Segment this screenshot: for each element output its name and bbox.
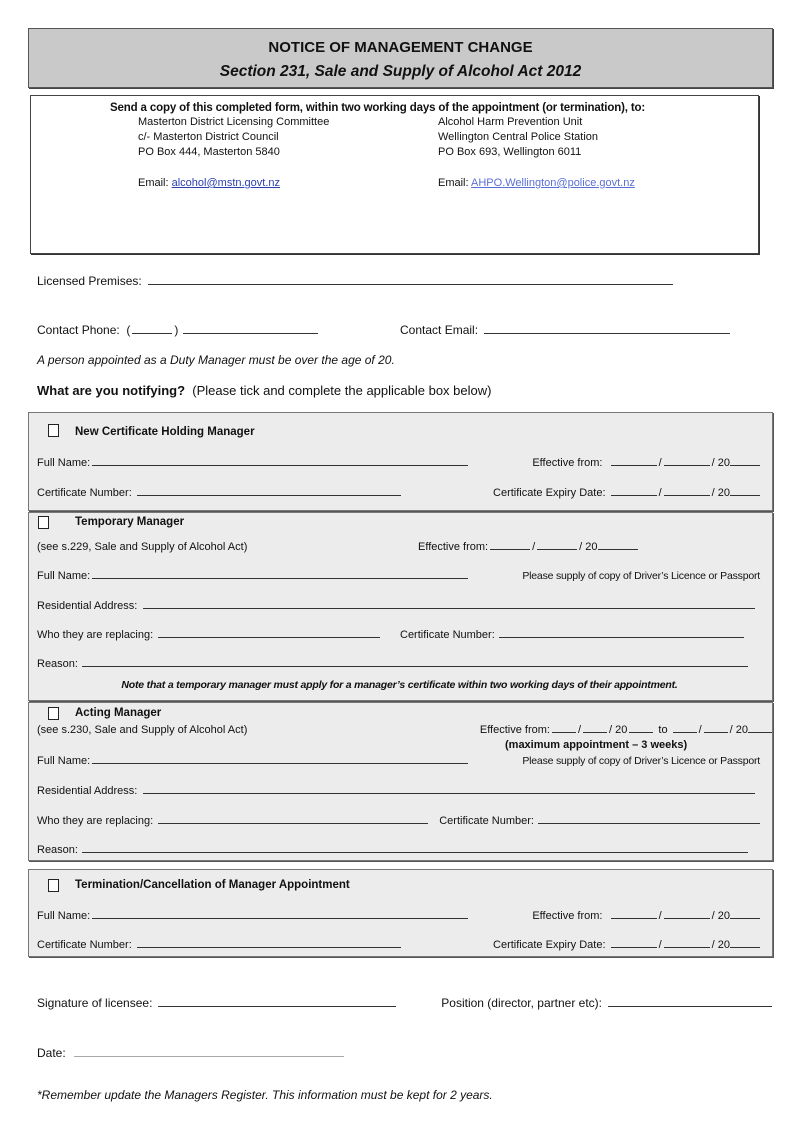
date-sep: / <box>658 457 662 469</box>
certificate-number-field[interactable] <box>137 486 401 496</box>
certificate-number-field[interactable] <box>538 814 760 824</box>
area-code-field[interactable] <box>132 324 172 334</box>
reason-label: Reason: <box>37 844 78 856</box>
year-prefix: / 20 <box>711 939 730 951</box>
full-name-row <box>37 569 470 583</box>
year-field[interactable] <box>629 723 653 733</box>
contact-phone-field[interactable] <box>183 324 318 334</box>
reference: (see s.230, Sale and Supply of Alcohol Act) <box>37 724 248 736</box>
residential-address-label: Residential Address: <box>37 785 138 797</box>
certificate-number-field[interactable] <box>499 628 744 638</box>
licensed-premises-field[interactable] <box>148 275 673 285</box>
date-sep: / <box>658 910 662 922</box>
month-field[interactable] <box>664 486 710 496</box>
email-link-police[interactable]: AHPO.Wellington@police.govt.nz <box>471 177 635 189</box>
full-name-row <box>37 909 470 923</box>
certificate-number-row <box>400 628 746 642</box>
month-field[interactable] <box>704 723 728 733</box>
year-field[interactable] <box>748 723 772 733</box>
effective-from-label: Effective from: <box>532 457 603 469</box>
day-field[interactable] <box>611 486 657 496</box>
section-title: Acting Manager <box>75 707 162 719</box>
signature-row <box>37 995 398 1011</box>
day-field[interactable] <box>552 723 576 733</box>
contact-phone-label: Contact Phone: <box>37 323 120 337</box>
replacing-field[interactable] <box>158 814 428 824</box>
full-name-row <box>37 456 470 470</box>
section-title: Termination/Cancellation of Manager Appointment <box>75 879 350 891</box>
effective-from-row <box>532 909 760 923</box>
date-label: Date: <box>37 1046 66 1060</box>
year-prefix: / 20 <box>579 541 598 553</box>
effective-from-label: Effective from: <box>532 910 603 922</box>
new-manager-checkbox[interactable] <box>48 424 59 437</box>
full-name-label: Full Name: <box>37 570 91 582</box>
replacing-label: Who they are replacing: <box>37 815 154 827</box>
certificate-number-row <box>37 938 403 952</box>
effective-from-row <box>532 456 760 470</box>
address-right-line: Alcohol Harm Prevention Unit <box>438 116 583 128</box>
date-sep: / <box>532 541 536 553</box>
expiry-date-row <box>493 486 760 500</box>
date-to: to <box>658 724 668 736</box>
certificate-number-label: Certificate Number: <box>37 487 132 499</box>
address-left-line: c/- Masterton District Council <box>138 131 279 143</box>
expiry-date-label: Certificate Expiry Date: <box>493 487 606 499</box>
reason-row <box>37 843 750 857</box>
year-field[interactable] <box>730 938 760 948</box>
licensed-premises-label: Licensed Premises: <box>37 274 142 288</box>
residential-address-label: Residential Address: <box>37 600 138 612</box>
form-subtitle: Section 231, Sale and Supply of Alcohol Act 2012 <box>219 63 582 80</box>
question-text: What are you notifying? <box>37 383 186 398</box>
date-sep: / <box>658 487 662 499</box>
full-name-field[interactable] <box>92 909 468 919</box>
full-name-row <box>37 754 470 768</box>
year-prefix: / 20 <box>711 487 730 499</box>
notify-question <box>37 383 491 399</box>
form-header <box>28 28 773 88</box>
send-instruction: Send a copy of this completed form, within two working days of the appointment (or termination), to: <box>110 102 646 114</box>
reference: (see s.229, Sale and Supply of Alcohol Act) <box>37 541 248 553</box>
email-left <box>138 176 280 190</box>
section-title: New Certificate Holding Manager <box>75 426 255 438</box>
temporary-manager-note: Note that a temporary manager must apply for a manager’s certificate within two working days of their appointment. <box>121 679 678 691</box>
replacing-row <box>37 628 382 642</box>
section-title: Temporary Manager <box>75 516 185 528</box>
date-sep: / <box>658 939 662 951</box>
year-prefix: / 20 <box>711 910 730 922</box>
max-appointment-note: (maximum appointment – 3 weeks) <box>505 739 688 751</box>
paren: ) <box>174 323 179 337</box>
certificate-number-label: Certificate Number: <box>400 629 495 641</box>
residential-address-row <box>37 784 757 798</box>
year-prefix: / 20 <box>609 724 628 736</box>
certificate-number-label: Certificate Number: <box>37 939 132 951</box>
acting-manager-checkbox[interactable] <box>48 707 59 720</box>
address-left-line: PO Box 444, Masterton 5840 <box>138 146 280 158</box>
certificate-number-row <box>37 486 403 500</box>
temporary-manager-checkbox[interactable] <box>38 516 49 529</box>
full-name-label: Full Name: <box>37 755 91 767</box>
certificate-number-label: Certificate Number: <box>439 815 534 827</box>
day-field[interactable] <box>611 938 657 948</box>
date-sep: / <box>698 724 702 736</box>
day-field[interactable] <box>673 723 697 733</box>
day-field[interactable] <box>490 540 530 550</box>
expiry-date-label: Certificate Expiry Date: <box>493 939 606 951</box>
contact-email-label: Contact Email: <box>400 323 479 337</box>
year-prefix: / 20 <box>711 457 730 469</box>
residential-address-field[interactable] <box>143 784 755 794</box>
email-label: Email: <box>438 177 469 189</box>
question-hint: (Please tick and complete the applicable box below) <box>192 383 492 398</box>
expiry-date-row <box>493 938 760 952</box>
licensed-premises-row <box>37 273 675 289</box>
paren: ( <box>126 323 131 337</box>
email-right <box>438 176 635 190</box>
position-row <box>441 995 772 1011</box>
day-field[interactable] <box>611 909 657 919</box>
replacing-label: Who they are replacing: <box>37 629 154 641</box>
certificate-number-field[interactable] <box>137 938 401 948</box>
day-field[interactable] <box>611 456 657 466</box>
contact-email-field[interactable] <box>484 324 730 334</box>
full-name-field[interactable] <box>92 456 468 466</box>
date-field[interactable] <box>74 1047 344 1057</box>
month-field[interactable] <box>664 909 710 919</box>
date-sep: / <box>577 724 582 736</box>
effective-from-label: Effective from: <box>418 541 489 553</box>
termination-checkbox[interactable] <box>48 879 59 892</box>
year-field[interactable] <box>730 456 760 466</box>
effective-from-row <box>418 540 638 554</box>
id-note: Please supply of copy of Driver’s Licence or Passport <box>522 755 760 767</box>
reason-field[interactable] <box>82 657 748 667</box>
year-prefix: / 20 <box>729 724 748 736</box>
residential-address-field[interactable] <box>143 599 755 609</box>
full-name-field[interactable] <box>92 569 468 579</box>
reason-row <box>37 657 750 671</box>
email-label: Email: <box>138 177 169 189</box>
contact-phone-row <box>37 322 320 338</box>
address-left-line: Masterton District Licensing Committee <box>138 116 330 128</box>
position-label: Position (director, partner etc): <box>441 996 602 1010</box>
address-right-line: Wellington Central Police Station <box>438 131 598 143</box>
year-field[interactable] <box>598 540 638 550</box>
register-reminder: *Remember update the Managers Register. This information must be kept for 2 years. <box>37 1088 493 1102</box>
certificate-number-row <box>439 814 760 828</box>
age-note: A person appointed as a Duty Manager must be over the age of 20. <box>37 353 395 367</box>
id-note: Please supply of copy of Driver’s Licence or Passport <box>522 570 760 582</box>
form-title: NOTICE OF MANAGEMENT CHANGE <box>268 39 533 56</box>
full-name-field[interactable] <box>92 754 468 764</box>
month-field[interactable] <box>537 540 577 550</box>
full-name-label: Full Name: <box>37 457 91 469</box>
signature-label: Signature of licensee: <box>37 996 153 1010</box>
signature-field[interactable] <box>158 997 396 1007</box>
position-field[interactable] <box>608 997 772 1007</box>
month-field[interactable] <box>664 938 710 948</box>
replacing-field[interactable] <box>158 628 380 638</box>
year-field[interactable] <box>730 486 760 496</box>
month-field[interactable] <box>664 456 710 466</box>
year-field[interactable] <box>730 909 760 919</box>
effective-from-label: Effective from: <box>479 724 550 736</box>
reason-label: Reason: <box>37 658 78 670</box>
contact-email-row <box>400 322 732 338</box>
email-link-council[interactable]: alcohol@mstn.govt.nz <box>171 177 281 189</box>
effective-period-row <box>480 723 772 737</box>
date-row <box>37 1045 346 1061</box>
replacing-row <box>37 814 430 828</box>
full-name-label: Full Name: <box>37 910 91 922</box>
month-field[interactable] <box>583 723 607 733</box>
reason-field[interactable] <box>82 843 748 853</box>
address-right-line: PO Box 693, Wellington 6011 <box>438 146 582 158</box>
residential-address-row <box>37 599 757 613</box>
